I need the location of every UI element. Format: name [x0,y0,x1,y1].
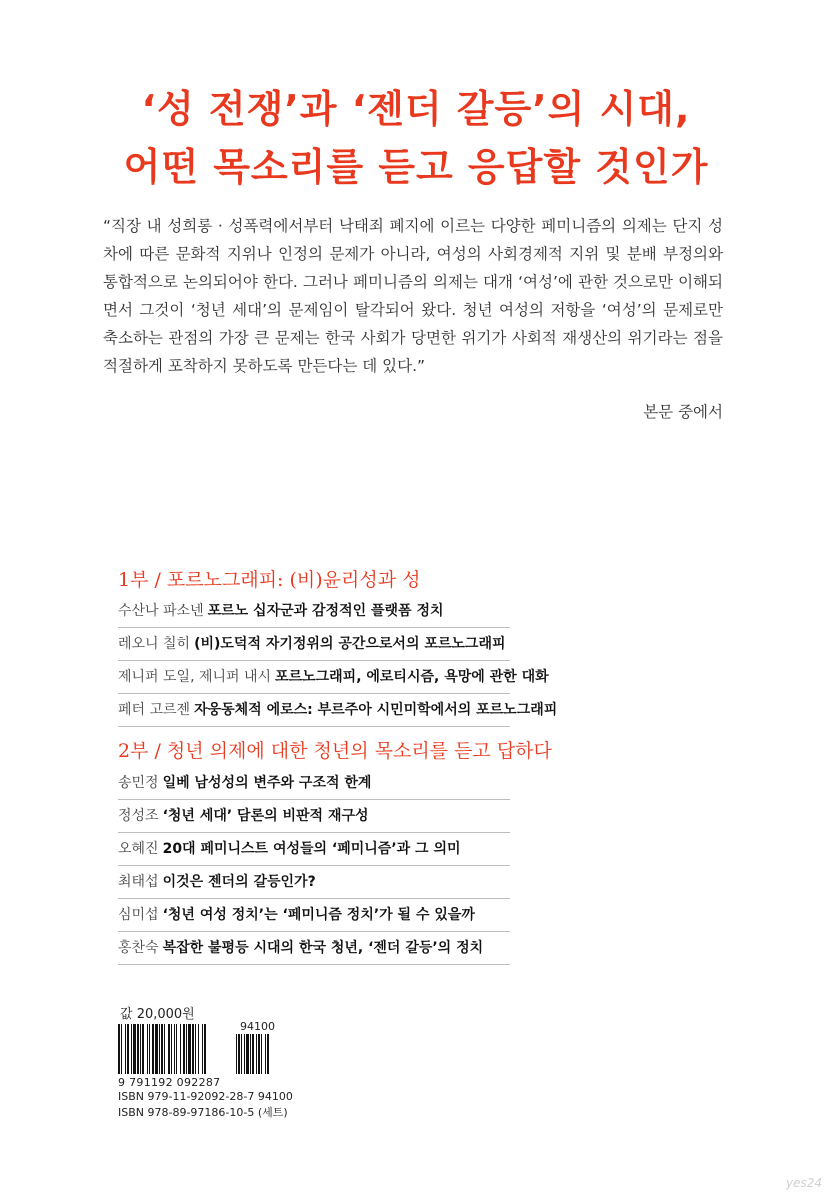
barcode-digits: 9 791192 092287 [118,1076,221,1089]
toc-author: 오혜진 [118,841,159,857]
barcode-addon-number: 94100 [240,1020,275,1033]
toc-title: 이것은 젠더의 갈등인가? [162,874,316,890]
toc-item [118,595,510,628]
blurb-quote: “직장 내 성희롱 · 성폭력에서부터 낙태죄 폐지에 이르는 다양한 페미니즘의 의제는 단지 성차에 따른 문화적 지위나 인정의 문제가 아니라, 여성의 사회경제적 지위 및 분배 부정의와 통합적으로 논의되어야 한다. 그러나 페미니즘의 의제는 대개 ‘여성’에 관한 것으로만 이해되면서 그것이 ‘청년 세대’의 문제임이 탈각되어 왔다. 청년 여성의 저항을 ‘여성’의 문제로만 축소하는 관점의 가장 큰 문제는 한국 사회가 당면한 위기가 사회적 재생산의 위기라는 점을 적절하게 포착하지 못하도록 만든다는 데 있다.” [103,217,723,375]
toc-author: 정성조 [118,808,159,824]
toc-item [118,694,558,727]
watermark: yes24 [785,1176,822,1190]
toc-title: 일베 남성성의 변주와 구조적 한계 [162,775,372,791]
headline-line-2: 어떤 목소리를 듣고 응답할 것인가 [123,145,709,189]
toc-author: 송민정 [118,775,159,791]
toc-item [118,800,510,833]
toc-author: 심미섭 [118,907,159,923]
part-1-title: 1부 / 포르노그래피: (비)윤리성과 성 [118,569,421,591]
toc-title: ‘청년 세대’ 담론의 비판적 재구성 [162,808,369,824]
toc-title: ‘청년 여성 정치’는 ‘페미니즘 정치’가 될 수 있을까 [162,907,475,923]
headline-line-1: ‘성 전쟁’과 ‘젠더 갈등’의 시대, [141,87,691,131]
isbn-line-2: ISBN 978-89-97186-10-5 (세트) [118,1106,288,1119]
quote-source: 본문 중에서 [643,403,723,421]
part-1-toc [118,595,558,727]
toc-author: 페터 고르젠 [118,702,191,718]
toc-item [118,628,510,661]
barcode [118,1020,308,1080]
toc-author: 최태섭 [118,874,159,890]
part-2-toc [118,767,510,965]
toc-author: 레오니 칠히 [118,636,191,652]
toc-item [118,767,510,800]
toc-item [118,661,549,694]
toc-author: 수산나 파소넨 [118,603,204,619]
toc-title: 20대 페미니스트 여성들의 ‘페미니즘’과 그 의미 [162,841,461,857]
toc-item [118,899,510,932]
toc-title: (비)도덕적 자기정위의 공간으로서의 포르노그래피 [194,636,506,652]
headline [0,80,832,196]
toc-item [118,866,510,899]
barcode-graphic [118,1020,308,1076]
toc-title: 포르노그래피, 에로티시즘, 욕망에 관한 대화 [275,669,549,685]
toc-item [118,932,510,965]
toc-author: 제니퍼 도일, 제니퍼 내시 [118,669,272,685]
toc-title: 포르노 십자군과 감정적인 플랫폼 정치 [207,603,444,619]
toc-title: 복잡한 불평등 시대의 한국 청년, ‘젠더 갈등’의 정치 [162,940,484,956]
price: 값 20,000원 [120,1007,195,1022]
isbn-line-1: ISBN 979-11-92092-28-7 94100 [118,1090,293,1103]
toc-title: 자웅동체적 에로스: 부르주아 시민미학에서의 포르노그래피 [194,702,558,718]
toc-item [118,833,510,866]
toc-author: 홍찬숙 [118,940,159,956]
part-2-title: 2부 / 청년 의제에 대한 청년의 목소리를 듣고 답하다 [118,740,552,762]
